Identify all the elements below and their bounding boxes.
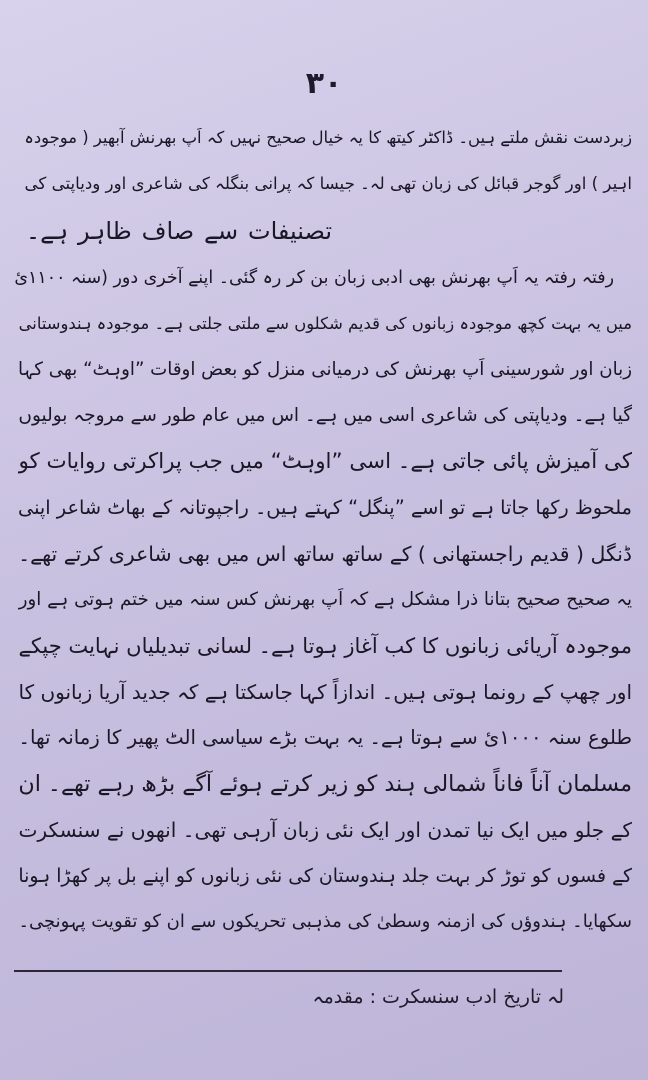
text-line-10: ڈنگل ( قدیم راجستھانی ) کے ساتھ ساتھ اس میں بھی شاعری کرتے تھے۔ <box>18 542 632 566</box>
footnote: لہ تاریخ ادب سنسکرت : مقدمہ <box>312 986 564 1008</box>
text-line-15: مسلمان آناً فاناً شمالی ہند کو زیر کرتے ہوئے آگے بڑھ رہے تھے۔ ان <box>18 771 632 797</box>
text-line-12: موجودہ آریائی زبانوں کا کب آغاز ہوتا ہے۔ لسانی تبدیلیاں نہایت چپکے <box>18 633 632 658</box>
footnote-divider <box>14 970 562 972</box>
text-line-3: تصنیفات سے صاف ظاہر ہے۔ <box>26 217 332 245</box>
text-line-16: کے جلو میں ایک نیا تمدن اور ایک نئی زبان آرہی تھی۔ انھوں نے سنسکرت <box>18 818 632 842</box>
text-line-18: سکھایا۔ ہندوؤں کی ازمنہ وسطیٰ کی مذہبی تحریکوں سے ان کو تقویت پہونچی۔ <box>18 911 632 932</box>
text-line-5: میں یہ بہت کچھ موجودہ زبانوں کی قدیم شکلوں سے ملتی جلتی ہے۔ موجودہ ہندوستانی <box>18 314 632 333</box>
text-line-14: طلوع سنہ ۱۰۰۰ئ سے ہوتا ہے۔ یہ بہت بڑے سیاسی الٹ پھیر کا زمانہ تھا۔ <box>18 726 632 749</box>
text-line-6: زبان اور شورسینی اَپ بھرنش کی درمیانی منزل کو بعض اوقات ”اوہٹ“ بھی کہا <box>18 359 632 380</box>
text-line-17: کے فسوں کو توڑ کر بہت جلد ہندوستان کی نئی زبانوں کو اپنے بل پر کھڑا ہونا <box>18 865 632 887</box>
page-number: ۳۰ <box>305 66 343 101</box>
text-line-2: اہیر ) اور گوجر قبائل کی زبان تھی لہ۔ جیسا کہ پرانی بنگلہ کی شاعری اور ودیاپتی کی <box>24 174 632 193</box>
text-line-9: ملحوظ رکھا جاتا ہے تو اسے ”پنگل“ کہتے ہیں۔ راجپوتانہ کے بھاٹ شاعر اپنی <box>18 496 632 519</box>
text-line-1: زبردست نقش ملتے ہیں۔ ڈاکٹر کیتھ کا یہ خیال صحیح نہیں کہ اَپ بھرنش آبھیر ( موجودہ <box>24 128 632 147</box>
text-line-8: کی آمیزش پائی جاتی ہے۔ اسی ”اوہٹ“ میں جب پراکرتی روایات کو <box>18 449 632 474</box>
text-line-7: گیا ہے۔ ودیاپتی کی شاعری اسی میں ہے۔ اس میں عام طور سے مروجہ بولیوں <box>18 405 632 426</box>
text-line-11: یہ صحیح صحیح بتانا ذرا مشکل ہے کہ اَپ بھرنش کس سنہ میں ختم ہوتی ہے اور <box>18 589 632 610</box>
text-line-4: رفتہ رفتہ یہ اَپ بھرنش بھی ادبی زبان بن کر رہ گئی۔ اپنے آخری دور (سنہ ۱۱۰۰ئ <box>14 268 614 288</box>
text-line-13: اور چھپ کے رونما ہوتی ہیں۔ اندازاً کہا جاسکتا ہے کہ جدید آریا زبانوں کا <box>18 680 632 704</box>
